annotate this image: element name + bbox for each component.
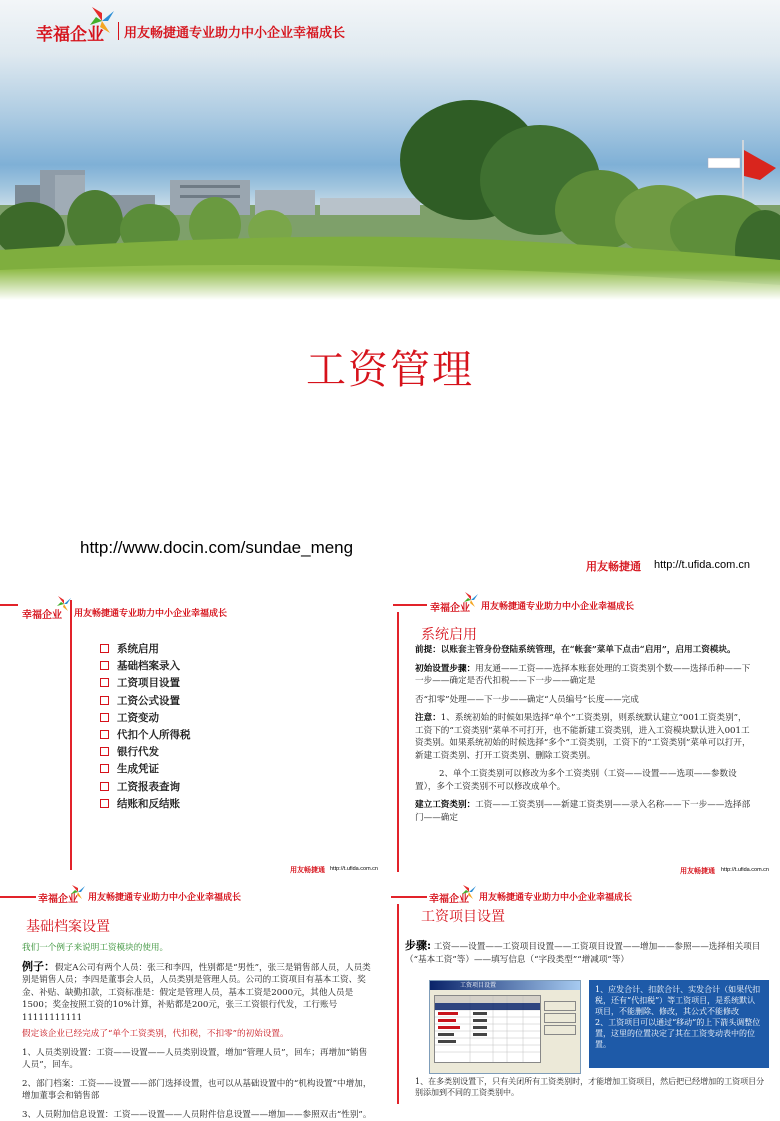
slide-tagline: 用友畅捷通专业助力中小企业幸福成长 — [88, 890, 241, 903]
checkbox-icon — [100, 661, 109, 670]
list-item: 基础档案录入 — [100, 657, 191, 674]
checkbox-icon — [100, 713, 109, 722]
dialog-button[interactable] — [544, 1001, 576, 1011]
slide-salary-items — [391, 884, 780, 1102]
source-url[interactable]: http://www.docin.com/sundae_meng — [80, 538, 353, 558]
footer-site: http://t.ufida.com.cn — [654, 559, 750, 571]
dialog-titlebar: 工资项目设置 — [430, 981, 580, 990]
top-red-line — [393, 604, 427, 606]
checkbox-icon — [100, 696, 109, 705]
footer-site: http://t.ufida.com.cn — [330, 866, 378, 872]
footer-site: http://t.ufida.com.cn — [721, 867, 769, 873]
slide-system-enable — [391, 590, 780, 882]
list-item: 结账和反结账 — [100, 795, 191, 812]
checkbox-icon — [100, 678, 109, 687]
intro-text: 我们一个例子来说明工资模块的使用。 — [22, 942, 372, 955]
footer-brand: 用友畅捷通 — [586, 558, 641, 574]
slide-logo: 幸福企业 — [430, 599, 470, 614]
slide-tagline: 用友畅捷通专业助力中小企业幸福成长 — [481, 599, 634, 612]
slide-logo: 幸福企业 — [22, 606, 62, 621]
vertical-red-line — [70, 600, 72, 870]
checkbox-icon — [100, 782, 109, 791]
list-item: 系统启用 — [100, 640, 191, 657]
slide-tagline: 用友畅捷通专业助力中小企业幸福成长 — [74, 606, 227, 619]
list-item: 工资变动 — [100, 709, 191, 726]
top-red-line — [0, 896, 36, 898]
paragraph-premise: 前提：以账套主管身份登陆系统管理，在“帐套”菜单下点击“启用”，启用工资模块。 — [415, 644, 755, 657]
logo-text: 幸福企业 — [36, 20, 104, 45]
step-1: 1、人员类别设置：工资——设置——人员类别设置，增加“管理人员”，回车；再增加“销售人员”，回车。 — [22, 1047, 372, 1072]
list-item: 银行代发 — [100, 743, 191, 760]
step-3: 3、人员附加信息设置：工资——设置——人员附件信息设置——增加——参照双击“性别”。 — [22, 1109, 372, 1121]
vertical-red-line — [397, 612, 399, 872]
hero-banner — [0, 0, 780, 300]
slide-body — [415, 644, 755, 824]
paragraph-steps: 初始设置步骤：用友通——工资——选择本账套处理的工资类别个数——选择币种——下一步——确定是否代扣税——下一步——确定是 — [415, 663, 755, 688]
vertical-red-line — [397, 904, 399, 1104]
checkbox-icon — [100, 644, 109, 653]
step-2: 2、部门档案：工资——设置——部门选择设置，也可以从基础设置中的“机构设置”中增加，增加董事会和销售部 — [22, 1078, 372, 1103]
top-red-line — [0, 604, 18, 606]
list-item: 工资公式设置 — [100, 692, 191, 709]
logo-divider — [118, 22, 119, 40]
checkbox-icon — [100, 764, 109, 773]
table-grid-graphic — [435, 996, 540, 1062]
top-red-line — [391, 896, 427, 898]
pinwheel-logo-icon — [461, 884, 477, 900]
example-text: 例子：假定A公司有两个人员：张三和李四，性别都是“男性”，张三是销售部人员，人员类别是销售人员；李四是董事会人员，人员类别是管理人员。公司的工资项目有基本工资、奖金、补贴、缺勤扣款，工资标准是：假定是管理人员，基本工资是2000元，其他人员是1500；奖金按照工资的10%计算，补贴都是200元，张三工资银行代发，工行账号11111111111 — [22, 961, 372, 1025]
slide-title: 系统启用 — [421, 624, 477, 644]
topic-list — [100, 640, 191, 812]
slide-title: 工资项目设置 — [421, 906, 505, 926]
slide-tagline: 用友畅捷通专业助力中小企业幸福成长 — [479, 890, 632, 903]
list-item: 工资报表查询 — [100, 778, 191, 795]
steps-text: 步骤: 工资——设置——工资项目设置——工资项目设置——增加——参照——选择相关项目（“基本工资”等）——填写信息（“字段类型”“增减项”等） — [405, 940, 765, 966]
paragraph-create-category: 建立工资类别：工资——工资类别——新建工资类别——录入名称——下一步——选择部门——确定 — [415, 799, 755, 824]
pinwheel-logo-icon — [463, 591, 479, 609]
checkbox-icon — [100, 747, 109, 756]
footnote: 1、在多类别设置下，只有关闭所有工资类别时，才能增加工资项目，然后把已经增加的工资项目分别添加到不同的工资类别中。 — [415, 1076, 765, 1098]
pinwheel-logo-icon — [88, 5, 116, 35]
list-item: 工资项目设置 — [100, 674, 191, 691]
footer-brand: 用友畅捷通 — [290, 865, 325, 875]
page-title: 工资管理 — [0, 338, 780, 395]
dialog-button[interactable] — [544, 1013, 576, 1023]
list-item: 代扣个人所得税 — [100, 726, 191, 743]
info-box — [589, 980, 769, 1068]
list-item: 生成凭证 — [100, 760, 191, 777]
tagline: 用友畅捷通专业助力中小企业幸福成长 — [124, 22, 345, 41]
paragraph-note: 注意：1、系统初始的时候如果选择“单个”工资类别，则系统默认建立“001工资类别”，工资下的“工资类别”菜单不可打开，也不能新建工资类别，进入工资模块默认进入001工资类别。如果系统初始的时候选择“多个”工资类别，工资下的“工资类别”菜单可以打开，新建工资类别、打开工资类别、删除工资类别。 — [415, 712, 755, 762]
slide-menu — [0, 590, 389, 882]
info-box-text: 1、应发合计、扣款合计、实发合计（如果代扣税，还有“代扣税”）等工资项目，是系统默认项目，不能删除、修改，其公式不能修改 2、工资项目可以通过“移动”的上下箭头调整位置，这里的位置决定了其在工资变动表中的位置。 — [589, 980, 769, 1054]
slide-logo: 幸福企业 — [429, 890, 469, 905]
campus-scene-image — [0, 0, 780, 300]
footer-brand: 用友畅捷通 — [680, 866, 715, 876]
checkbox-icon — [100, 799, 109, 808]
dialog-screenshot — [429, 980, 581, 1074]
paragraph-note-2: 2、单个工资类别可以修改为多个工资类别（工资——设置——选项——参数设置），多个工资类别不可以修改成单个。 — [415, 768, 755, 793]
slide-logo: 幸福企业 — [38, 890, 78, 905]
slide-body — [22, 942, 372, 1121]
pinwheel-logo-icon — [70, 884, 86, 900]
paragraph-steps-cont: 否“扣零”处理——下一步——确定“人员编号”长度——完成 — [415, 694, 755, 707]
slide-title: 基础档案设置 — [26, 916, 110, 936]
slide-base-archive — [0, 884, 389, 1102]
note-text: 假定该企业已经完成了“单个工资类别，代扣税，不扣零”的初始设置。 — [22, 1028, 372, 1041]
checkbox-icon — [100, 730, 109, 739]
dialog-button[interactable] — [544, 1025, 576, 1035]
dialog-table — [434, 995, 541, 1063]
